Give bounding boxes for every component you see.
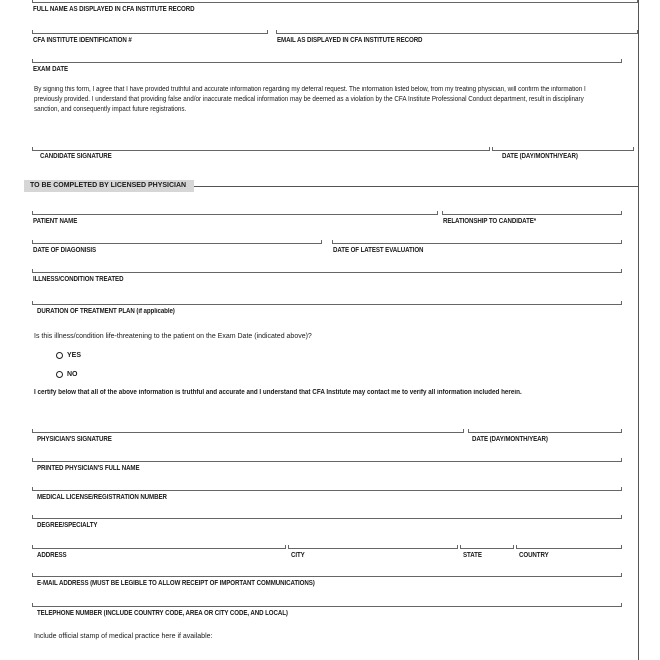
country-label: COUNTRY — [519, 552, 549, 559]
degree-label: DEGREE/SPECIALTY — [37, 522, 98, 529]
degree-field[interactable] — [32, 518, 622, 519]
license-label: MEDICAL LICENSE/REGISTRATION NUMBER — [37, 494, 167, 501]
date-evaluation-field[interactable] — [332, 243, 622, 244]
full-name-field[interactable] — [32, 2, 638, 3]
full-name-label: FULL NAME AS DISPLAYED IN CFA INSTITUTE RECORD — [33, 6, 195, 13]
physician-email-field[interactable] — [32, 576, 622, 577]
illness-label: ILLNESS/CONDITION TREATED — [33, 276, 124, 283]
physician-email-label: E-MAIL ADDRESS (MUST BE LEGIBLE TO ALLOW RECEIPT OF IMPORTANT COMMUNICATIONS) — [37, 580, 315, 587]
state-label: STATE — [463, 552, 482, 559]
relationship-field[interactable] — [442, 214, 622, 215]
exam-date-label: EXAM DATE — [33, 66, 69, 73]
email-field[interactable] — [276, 33, 638, 34]
address-label: ADDRESS — [37, 552, 67, 559]
state-field[interactable] — [460, 548, 514, 549]
physician-date-label: DATE (DAY/MONTH/YEAR) — [472, 436, 548, 443]
yes-radio[interactable] — [56, 352, 63, 359]
printed-name-field[interactable] — [32, 461, 622, 462]
physician-signature-field[interactable] — [32, 432, 464, 433]
physician-date-field[interactable] — [468, 432, 622, 433]
date-diagnosis-field[interactable] — [32, 243, 322, 244]
candidate-signature-label: CANDIDATE SIGNATURE — [40, 153, 112, 160]
consent-paragraph: By signing this form, I agree that I have provided truthful and accurate information regarding my deferral request. The information listed below, from my treating physician, will confirm the information I previously provided. I understand that providing false and/or inaccurate medical information may be deemed as a violation by the CFA Institute Professional Conduct department, result in disciplinary sanction, and consequently impact future registrations. — [34, 86, 586, 113]
patient-name-label: PATIENT NAME — [33, 218, 78, 225]
stamp-instruction: Include official stamp of medical practice here if available: — [34, 633, 213, 640]
city-field[interactable] — [288, 548, 458, 549]
telephone-field[interactable] — [32, 606, 622, 607]
telephone-label: TELEPHONE NUMBER (INCLUDE COUNTRY CODE, AREA OR CITY CODE, AND LOCAL) — [37, 610, 288, 617]
date-diagnosis-label: DATE OF DIAGONISIS — [33, 247, 96, 254]
form-border-right-lower — [638, 186, 639, 660]
life-threatening-question: Is this illness/condition life-threatening to the patient on the Exam Date (indicated above)? — [34, 333, 312, 340]
relationship-label: RELATIONSHIP TO CANDIDATE* — [443, 218, 537, 225]
candidate-date-field[interactable] — [492, 150, 634, 151]
patient-name-field[interactable] — [32, 214, 438, 215]
address-field[interactable] — [32, 548, 286, 549]
cfa-id-field[interactable] — [32, 33, 268, 34]
cfa-id-label: CFA INSTITUTE IDENTIFICATION # — [33, 37, 132, 44]
printed-name-label: PRINTED PHYSICIAN'S FULL NAME — [37, 465, 140, 472]
form-border-right-upper — [638, 0, 639, 186]
yes-label: YES — [67, 352, 82, 359]
illness-field[interactable] — [32, 272, 622, 273]
no-radio[interactable] — [56, 371, 63, 378]
city-label: CITY — [291, 552, 305, 559]
license-field[interactable] — [32, 490, 622, 491]
exam-date-field[interactable] — [32, 62, 622, 63]
section-divider — [194, 186, 639, 187]
physician-signature-label: PHYSICIAN'S SIGNATURE — [37, 436, 112, 443]
physician-section-header: TO BE COMPLETED BY LICENSED PHYSICIAN — [24, 180, 194, 192]
candidate-signature-field[interactable] — [32, 150, 490, 151]
certification-statement: I certify below that all of the above information is truthful and accurate and I understand that CFA Institute may contact me to verify all information included herein. — [34, 389, 522, 396]
candidate-date-label: DATE (DAY/MONTH/YEAR) — [502, 153, 578, 160]
date-evaluation-label: DATE OF LATEST EVALUATION — [333, 247, 424, 254]
duration-label: DURATION OF TREATMENT PLAN (if applicable) — [37, 308, 175, 315]
duration-field[interactable] — [32, 304, 622, 305]
email-label: EMAIL AS DISPLAYED IN CFA INSTITUTE RECORD — [277, 37, 423, 44]
country-field[interactable] — [516, 548, 622, 549]
no-label: NO — [67, 371, 78, 378]
